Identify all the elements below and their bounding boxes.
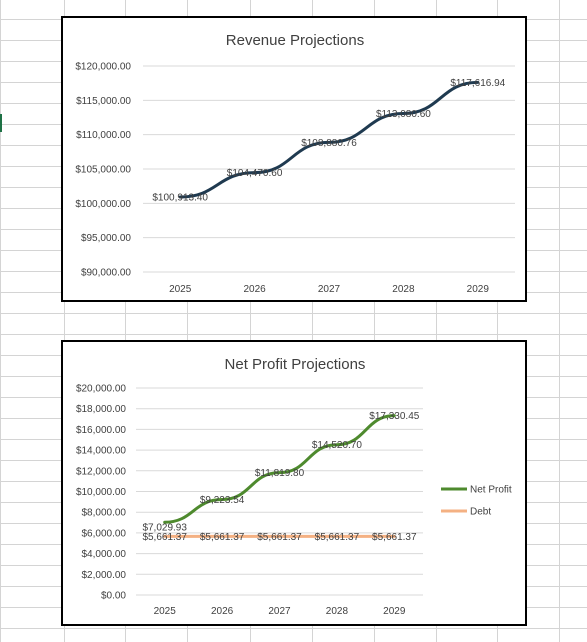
y-tick-label: $10,000.00 [75, 487, 126, 498]
x-tick-label: 2028 [392, 284, 415, 295]
data-label: $17,330.45 [369, 411, 420, 423]
y-tick-label: $12,000.00 [75, 466, 126, 478]
y-tick-label: $110,000.00 [76, 130, 131, 142]
data-label: $100,913.40 [152, 192, 209, 204]
y-tick-label: $8,000.00 [81, 507, 126, 519]
data-label: $113,080.60 [375, 109, 431, 121]
x-tick-label: 2029 [466, 284, 489, 295]
chart-title: Net Profit Projections [224, 356, 366, 373]
x-tick-label: 2026 [210, 606, 234, 617]
y-tick-label: $16,000.00 [75, 424, 126, 436]
y-tick-label: $2,000.00 [81, 569, 126, 581]
x-tick-label: 2028 [325, 606, 349, 617]
y-tick-label: $100,000.00 [75, 198, 131, 210]
y-tick-label: $20,000.00 [75, 383, 126, 395]
y-tick-label: $95,000.00 [80, 233, 131, 245]
data-label: $117,616.94 [450, 77, 506, 89]
cell-selection-marker [0, 114, 2, 132]
legend-label: Debt [470, 506, 492, 518]
data-label: $5,661.37 [142, 531, 187, 543]
x-tick-label: 2027 [317, 284, 341, 295]
data-label: $108,880.76 [301, 137, 357, 149]
net-profit-chart-plot [63, 342, 525, 624]
data-label: $11,819.80 [254, 468, 305, 480]
data-label: $7,029.93 [142, 522, 187, 534]
y-tick-label: $115,000.00 [76, 95, 131, 107]
y-tick-label: $6,000.00 [81, 528, 126, 540]
revenue-chart-plot [63, 18, 525, 300]
data-label: $104,470.60 [226, 168, 283, 180]
data-label: $9,223.54 [199, 495, 245, 507]
y-tick-label: $0.00 [100, 590, 126, 602]
x-tick-label: 2027 [268, 606, 291, 617]
data-label: $5,661.37 [257, 531, 302, 543]
x-tick-label: 2025 [169, 284, 192, 295]
data-label: $5,661.37 [314, 531, 360, 543]
x-tick-label: 2025 [153, 606, 176, 617]
y-tick-label: $14,000.00 [75, 445, 126, 457]
revenue-chart[interactable] [61, 16, 527, 302]
y-tick-label: $4,000.00 [81, 549, 126, 561]
y-tick-label: $105,000.00 [75, 164, 131, 176]
y-tick-label: $120,000.00 [75, 61, 131, 73]
data-label: $14,520.70 [311, 440, 362, 452]
chart-title: Revenue Projections [225, 32, 365, 49]
data-label: $5,661.37 [199, 531, 245, 543]
x-tick-label: 2029 [383, 606, 406, 617]
legend-label: Net Profit [470, 484, 512, 496]
x-tick-label: 2026 [243, 284, 266, 295]
net-profit-chart[interactable] [61, 340, 527, 626]
y-tick-label: $18,000.00 [75, 404, 126, 416]
y-tick-label: $90,000.00 [80, 267, 131, 279]
data-label: $5,661.37 [372, 531, 417, 543]
